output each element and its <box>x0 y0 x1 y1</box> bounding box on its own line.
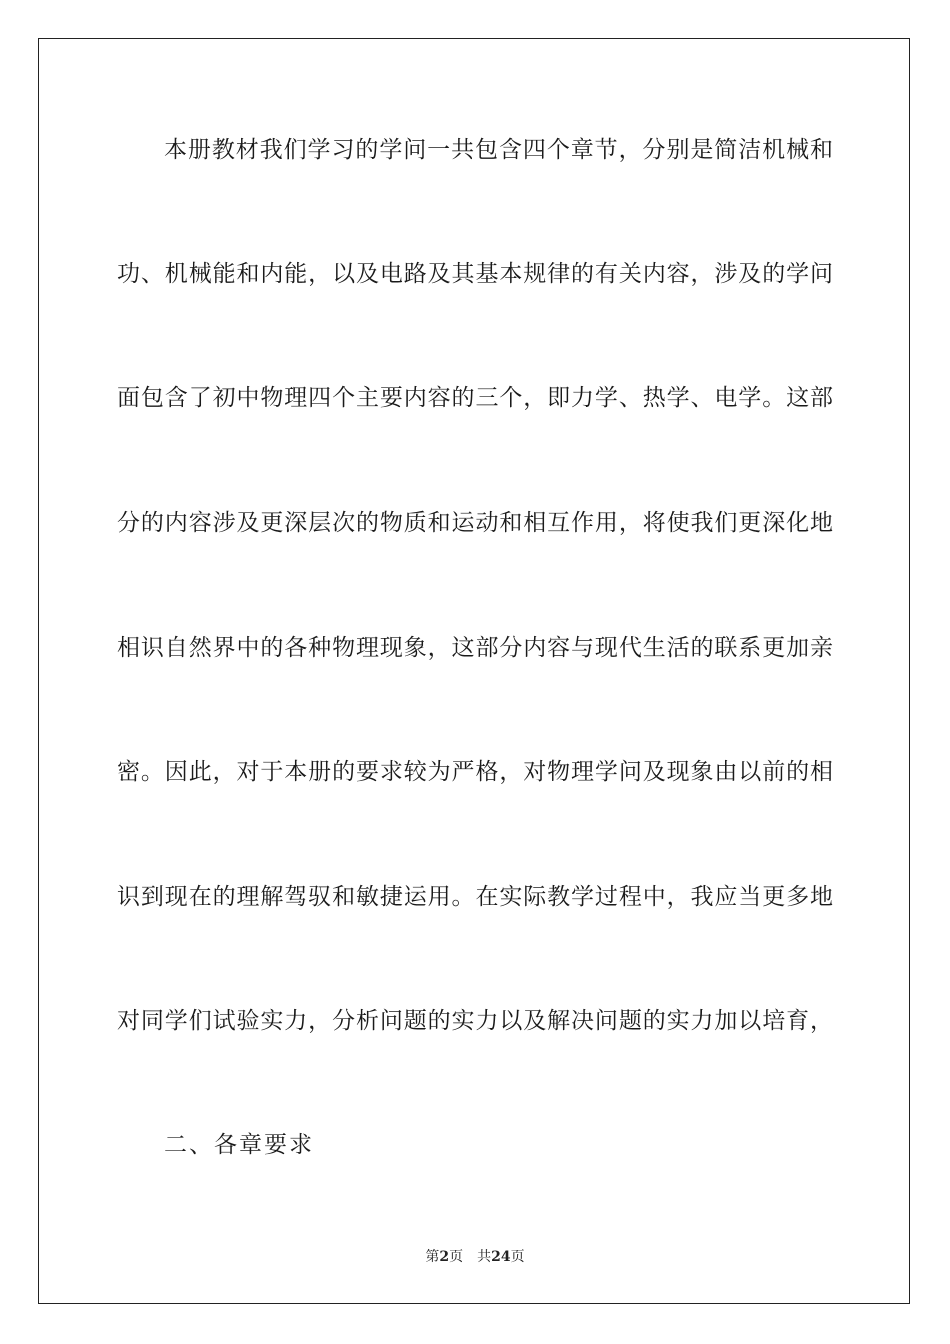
paragraph-line-8: 对同学们试验实力，分析问题的实力以及解决问题的实力加以培育， <box>117 1008 833 1034</box>
total-pages-prefix: 共 <box>477 1249 492 1265</box>
page-number-prefix: 第 <box>425 1249 440 1265</box>
page-number-suffix: 页 <box>449 1249 464 1265</box>
paragraph-line-4: 分的内容涉及更深层次的物质和运动和相互作用，将使我们更深化地 <box>117 510 833 536</box>
page-footer <box>0 1248 950 1266</box>
page-border <box>38 38 910 1304</box>
total-page-count: 24 <box>491 1249 511 1265</box>
paragraph-line-5: 相识自然界中的各种物理现象，这部分内容与现代生活的联系更加亲 <box>117 635 833 661</box>
paragraph-line-6: 密。因此，对于本册的要求较为严格，对物理学问及现象由以前的相 <box>117 759 833 785</box>
paragraph-line-3: 面包含了初中物理四个主要内容的三个，即力学、热学、电学。这部 <box>117 385 833 411</box>
current-page-number: 2 <box>439 1249 450 1265</box>
paragraph-line-7: 识到现在的理解驾驭和敏捷运用。在实际教学过程中，我应当更多地 <box>117 884 833 910</box>
paragraph-line-1: 本册教材我们学习的学问一共包含四个章节，分别是简洁机械和 <box>164 137 833 163</box>
section-heading: 二、各章要求 <box>164 1132 314 1158</box>
total-pages-suffix: 页 <box>510 1249 525 1265</box>
paragraph-line-2: 功、机械能和内能，以及电路及其基本规律的有关内容，涉及的学问 <box>117 261 833 287</box>
